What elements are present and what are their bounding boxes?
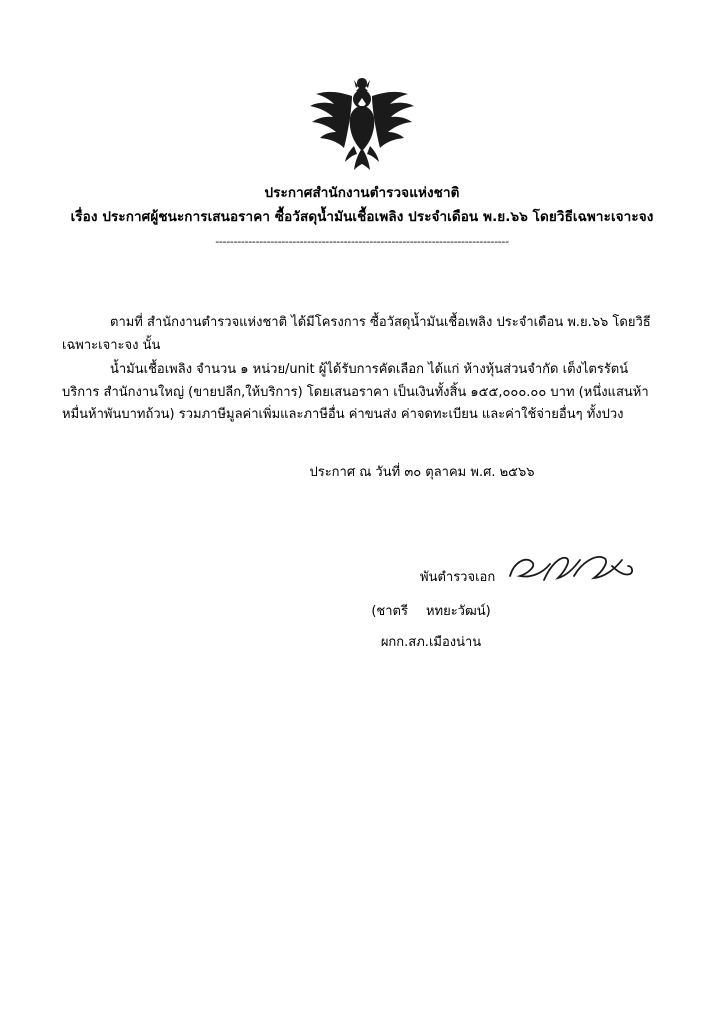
body-paragraph-1: ตามที่ สำนักงานตำรวจแห่งชาติ ได้มีโครงการ ซื้อวัสดุน้ำมันเชื้อเพลิง ประจำเดือน พ.ย.๖๖ โดยวิธีเฉพาะเจาะจง นั้น — [62, 315, 651, 353]
signer-rank: พันตำรวจเอก — [420, 570, 496, 585]
announcement-heading-line-2: เรื่อง ประกาศผู้ชนะการเสนอราคา ซื้อวัสดุน้ำมันเชื้อเพลิง ประจำเดือน พ.ย.๖๖ โดยวิธีเฉพาะเจาะจง — [70, 209, 654, 225]
signer-lastname: หทยะวัฒน์) — [425, 604, 491, 619]
body-paragraph-2: น้ำมันเชื้อเพลิง จำนวน ๑ หน่วย/unit ผู้ได้รับการคัดเลือก ได้แก่ ห้างหุ้นส่วนจำกัด เต็งไตรรัตน์บริการ สำนักงานใหญ่ (ขายปลีก,ให้บริการ) โดยเสนอราคา เป็นเงินทั้งสิ้น ๑๕๕,๐๐๐.๐๐ บาท (หนึ่งแสนห้าหมื่นห้าพันบาทถ้วน) รวมภาษีมูลค่าเพิ่มและภาษีอื่น ค่าขนส่ง ค่าจดทะเบียน และค่าใช้จ่ายอื่นๆ ทั้งปวง — [62, 362, 649, 422]
announcement-heading-line-1: ประกาศสำนักงานตำรวจแห่งชาติ — [264, 185, 460, 201]
signature-block — [62, 560, 662, 652]
document-body — [62, 182, 662, 482]
handwritten-signature — [504, 546, 644, 594]
signer-firstname: (ชาตรี — [371, 604, 408, 619]
heading-divider: -------------------------------------------------------------------------------- — [215, 235, 509, 248]
announcement-date: ประกาศ ณ วันที่ ๓๐ ตุลาคม พ.ศ. ๒๕๖๖ — [309, 464, 535, 480]
signer-name — [62, 600, 662, 621]
signer-position: ผกก.สภ.เมืองน่าน — [380, 635, 482, 650]
garuda-emblem — [0, 74, 724, 178]
